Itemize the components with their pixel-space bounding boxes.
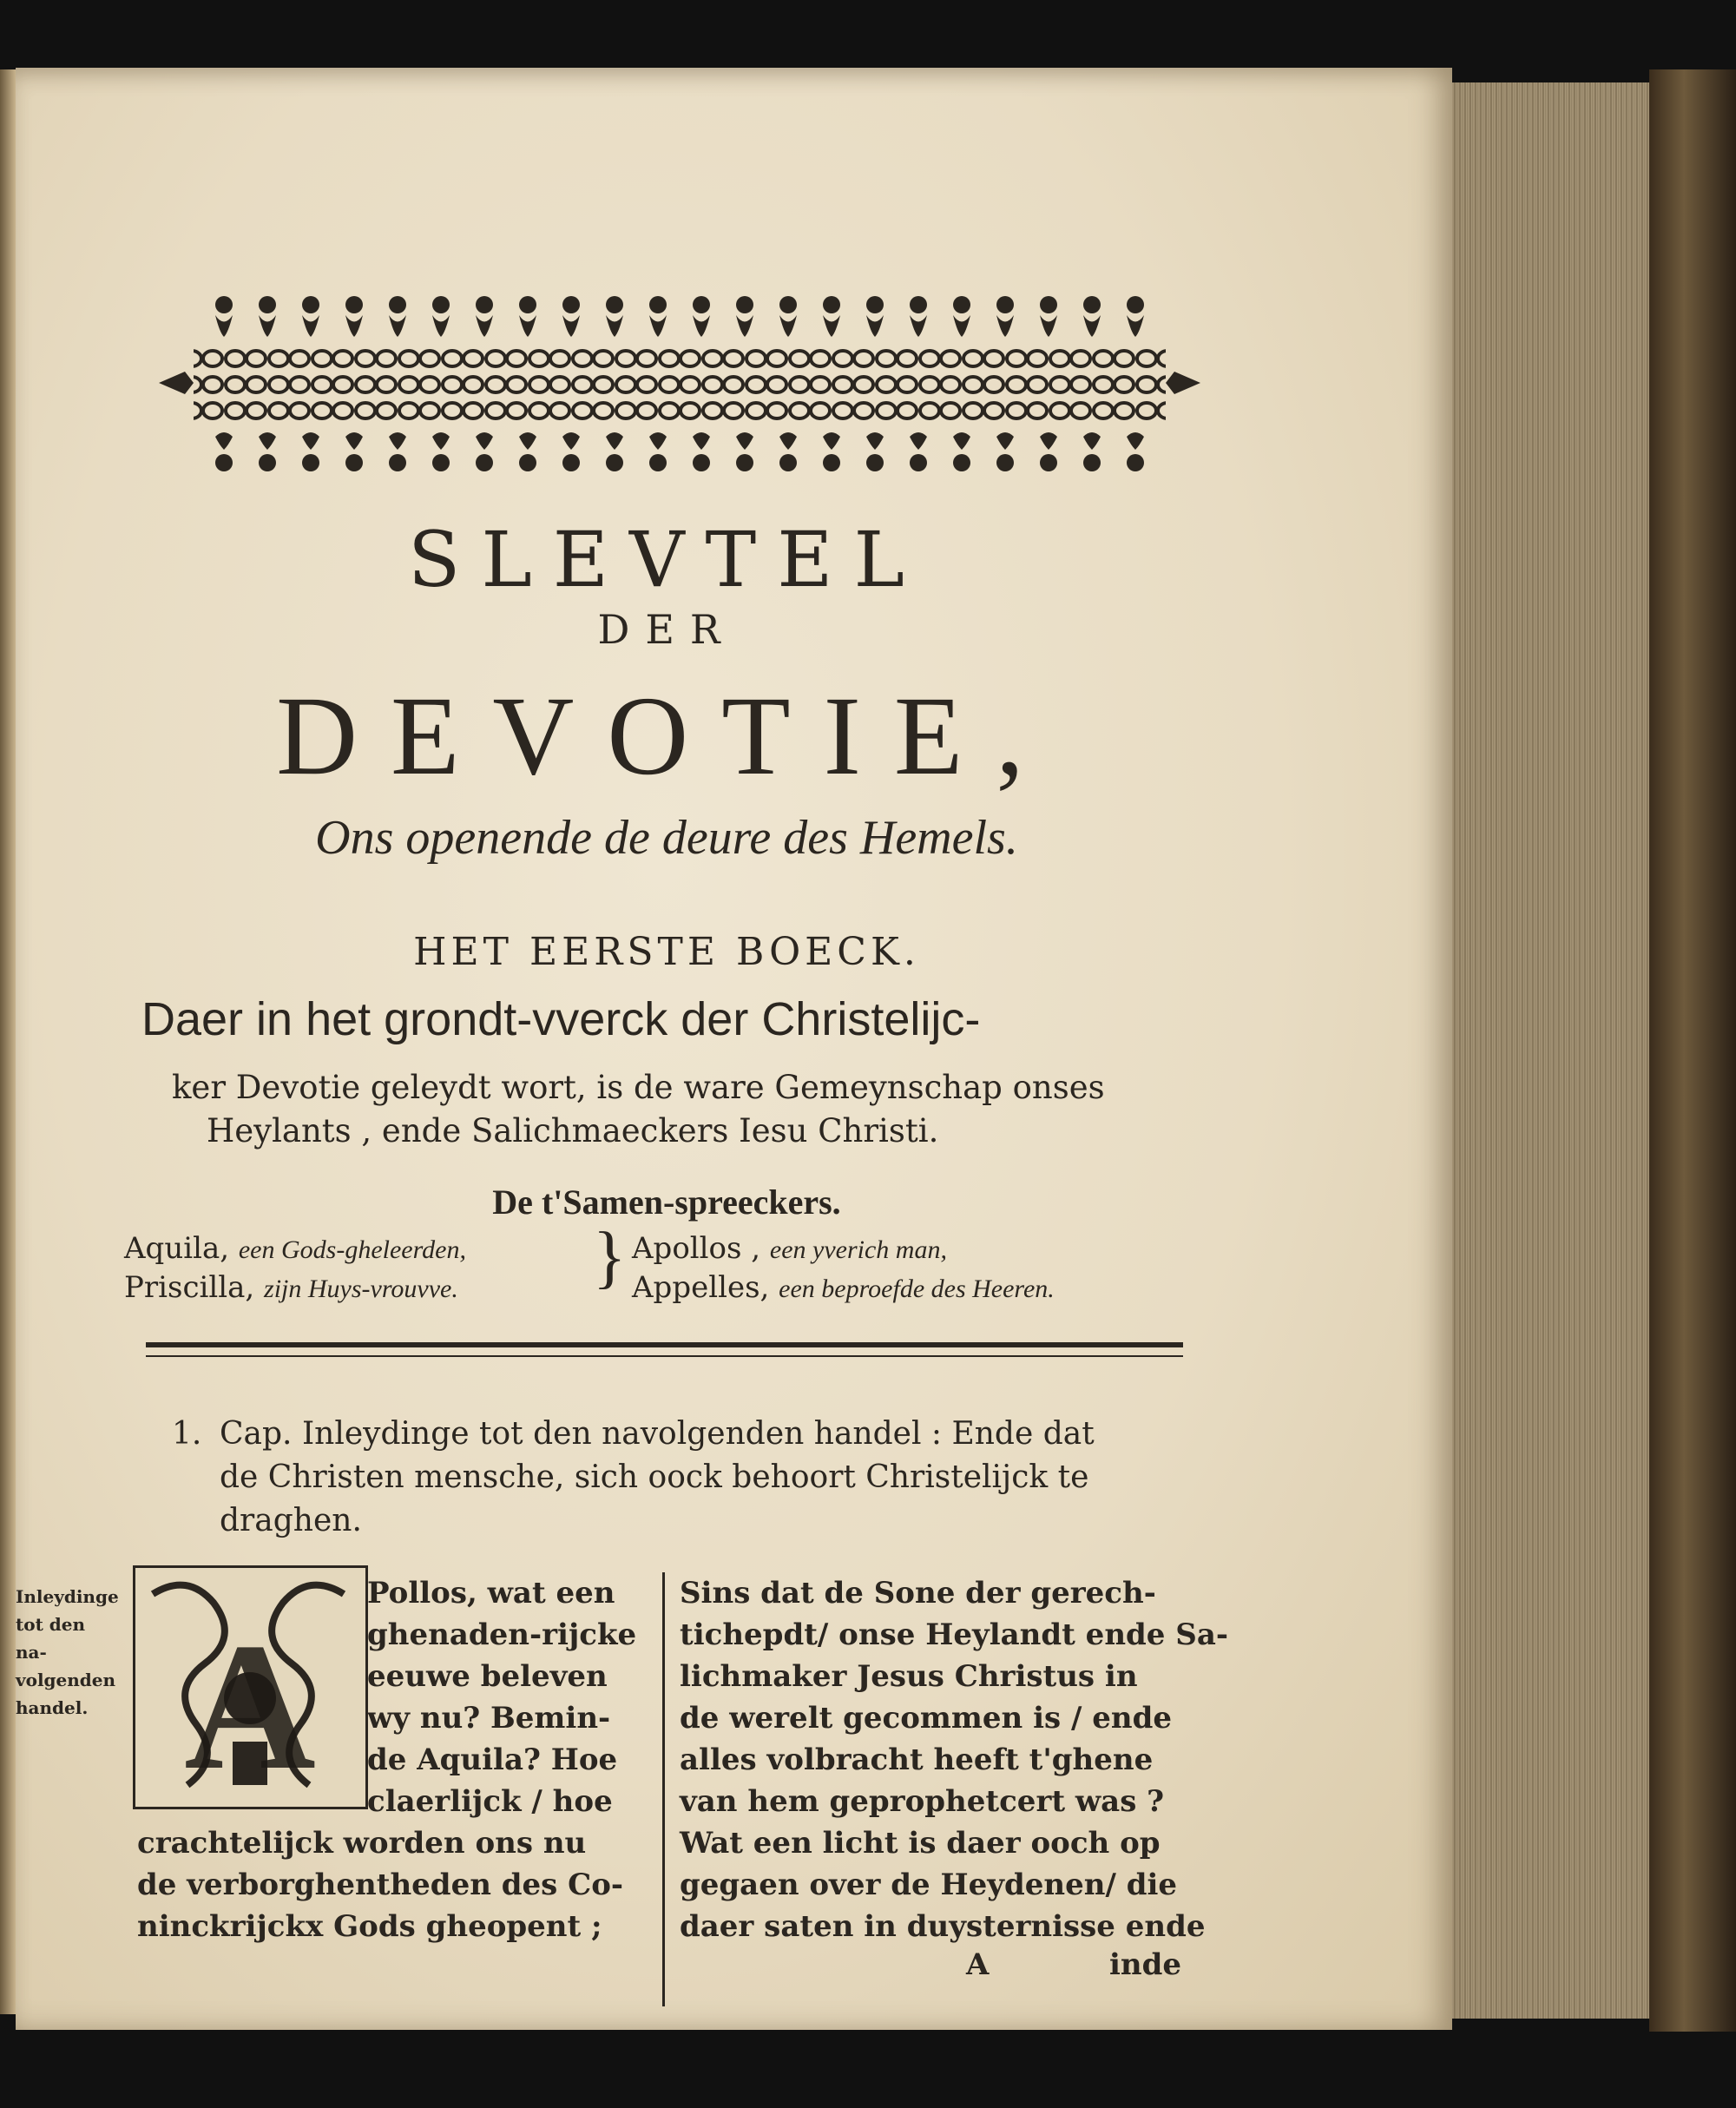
book-description-line-2: ker Devotie geleydt wort, is de ware Gemeynschap onses bbox=[172, 1069, 1105, 1106]
column-divider bbox=[662, 1572, 665, 2006]
right-column-line: alles volbracht heeft t'ghene bbox=[680, 1742, 1154, 1777]
speaker-name: Aquila, bbox=[124, 1231, 230, 1266]
right-column-line: de werelt gecommen is / ende bbox=[680, 1701, 1172, 1736]
ornamental-headpiece bbox=[159, 289, 1200, 476]
left-column-line: de verborghentheden des Co- bbox=[137, 1868, 624, 1902]
title-line-1: SLEVTEL bbox=[408, 515, 925, 604]
speaker-desc: een yverich man, bbox=[769, 1235, 947, 1264]
chapter-line-2: de Christen mensche, sich oock behoort Christelijck te bbox=[220, 1459, 1089, 1495]
page-block-edge bbox=[1451, 82, 1673, 2019]
speaker-name: Apollos , bbox=[632, 1231, 761, 1266]
speaker-left-1 bbox=[124, 1231, 466, 1266]
left-column-line: wy nu? Bemin- bbox=[367, 1701, 611, 1736]
brace-glyph: } bbox=[593, 1219, 627, 1295]
chapter-number: 1. bbox=[172, 1416, 202, 1452]
right-column-line: lichmaker Jesus Christus in bbox=[680, 1659, 1138, 1694]
speaker-desc: een beproefde des Heeren. bbox=[779, 1275, 1055, 1303]
margin-note-line: tot den na- bbox=[16, 1614, 86, 1663]
speaker-desc: een Gods-gheleerden, bbox=[238, 1235, 466, 1264]
left-column-line: eeuwe beleven bbox=[367, 1659, 608, 1694]
chapter-line-1: Cap. Inleydinge tot den navolgenden handel : Ende dat bbox=[220, 1416, 1095, 1452]
speaker-right-2 bbox=[632, 1270, 1055, 1305]
book-page bbox=[16, 68, 1452, 2030]
catchword: inde bbox=[1109, 1947, 1182, 1982]
signature-mark: A bbox=[966, 1947, 990, 1982]
margin-note-line: volgenden bbox=[16, 1670, 116, 1690]
margin-note bbox=[16, 1583, 119, 1722]
right-column-line: van hem geprophetcert was ? bbox=[680, 1784, 1165, 1819]
margin-note-line: Inleydinge bbox=[16, 1586, 119, 1607]
left-column-line: claerlijck / hoe bbox=[367, 1784, 613, 1819]
initial-ornament-icon bbox=[135, 1568, 365, 1807]
left-column-line: ninckrijckx Gods gheopent ; bbox=[137, 1909, 602, 1944]
speaker-desc: zijn Huys-vrouvve. bbox=[264, 1275, 458, 1303]
right-column-line: Sins dat de Sone der gerech- bbox=[680, 1576, 1156, 1611]
book-cover bbox=[1649, 69, 1736, 2032]
double-rule-thin bbox=[146, 1355, 1183, 1357]
left-column-line: de Aquila? Hoe bbox=[367, 1742, 618, 1777]
decorated-initial bbox=[133, 1565, 368, 1809]
speakers-heading: De t'Samen-spreeckers. bbox=[492, 1182, 841, 1222]
speaker-name: Priscilla, bbox=[124, 1270, 255, 1305]
left-column-line: Pollos, wat een bbox=[367, 1576, 615, 1611]
book-description-line-3: Heylants , ende Salichmaeckers Iesu Christi. bbox=[207, 1112, 939, 1150]
speaker-right-1 bbox=[632, 1231, 947, 1266]
speaker-name: Appelles, bbox=[632, 1270, 770, 1305]
title-line-2: DER bbox=[597, 606, 736, 653]
right-column-line: gegaen over de Heydenen/ die bbox=[680, 1868, 1178, 1902]
margin-note-line: handel. bbox=[16, 1697, 89, 1718]
double-rule-thick bbox=[146, 1342, 1183, 1347]
right-column-line: Wat een licht is daer ooch op bbox=[680, 1826, 1161, 1861]
subtitle: Ons openende de deure des Hemels. bbox=[315, 811, 1018, 865]
book-heading: HET EERSTE BOECK. bbox=[413, 930, 920, 974]
initial-letter: A bbox=[184, 1606, 316, 1807]
title-line-3: DEVOTIE, bbox=[276, 674, 1057, 799]
right-column-line: tichepdt/ onse Heylandt ende Sa- bbox=[680, 1617, 1228, 1652]
speaker-left-2 bbox=[124, 1270, 458, 1305]
left-column-line: ghenaden-rijcke bbox=[367, 1617, 637, 1652]
right-column-line: daer saten in duysternisse ende bbox=[680, 1909, 1206, 1944]
book-description-line-1: Daer in het grondt-vverck der Christelijc- bbox=[141, 993, 981, 1045]
chapter-line-3: draghen. bbox=[220, 1503, 362, 1538]
left-column-line: crachtelijck worden ons nu bbox=[137, 1826, 587, 1861]
